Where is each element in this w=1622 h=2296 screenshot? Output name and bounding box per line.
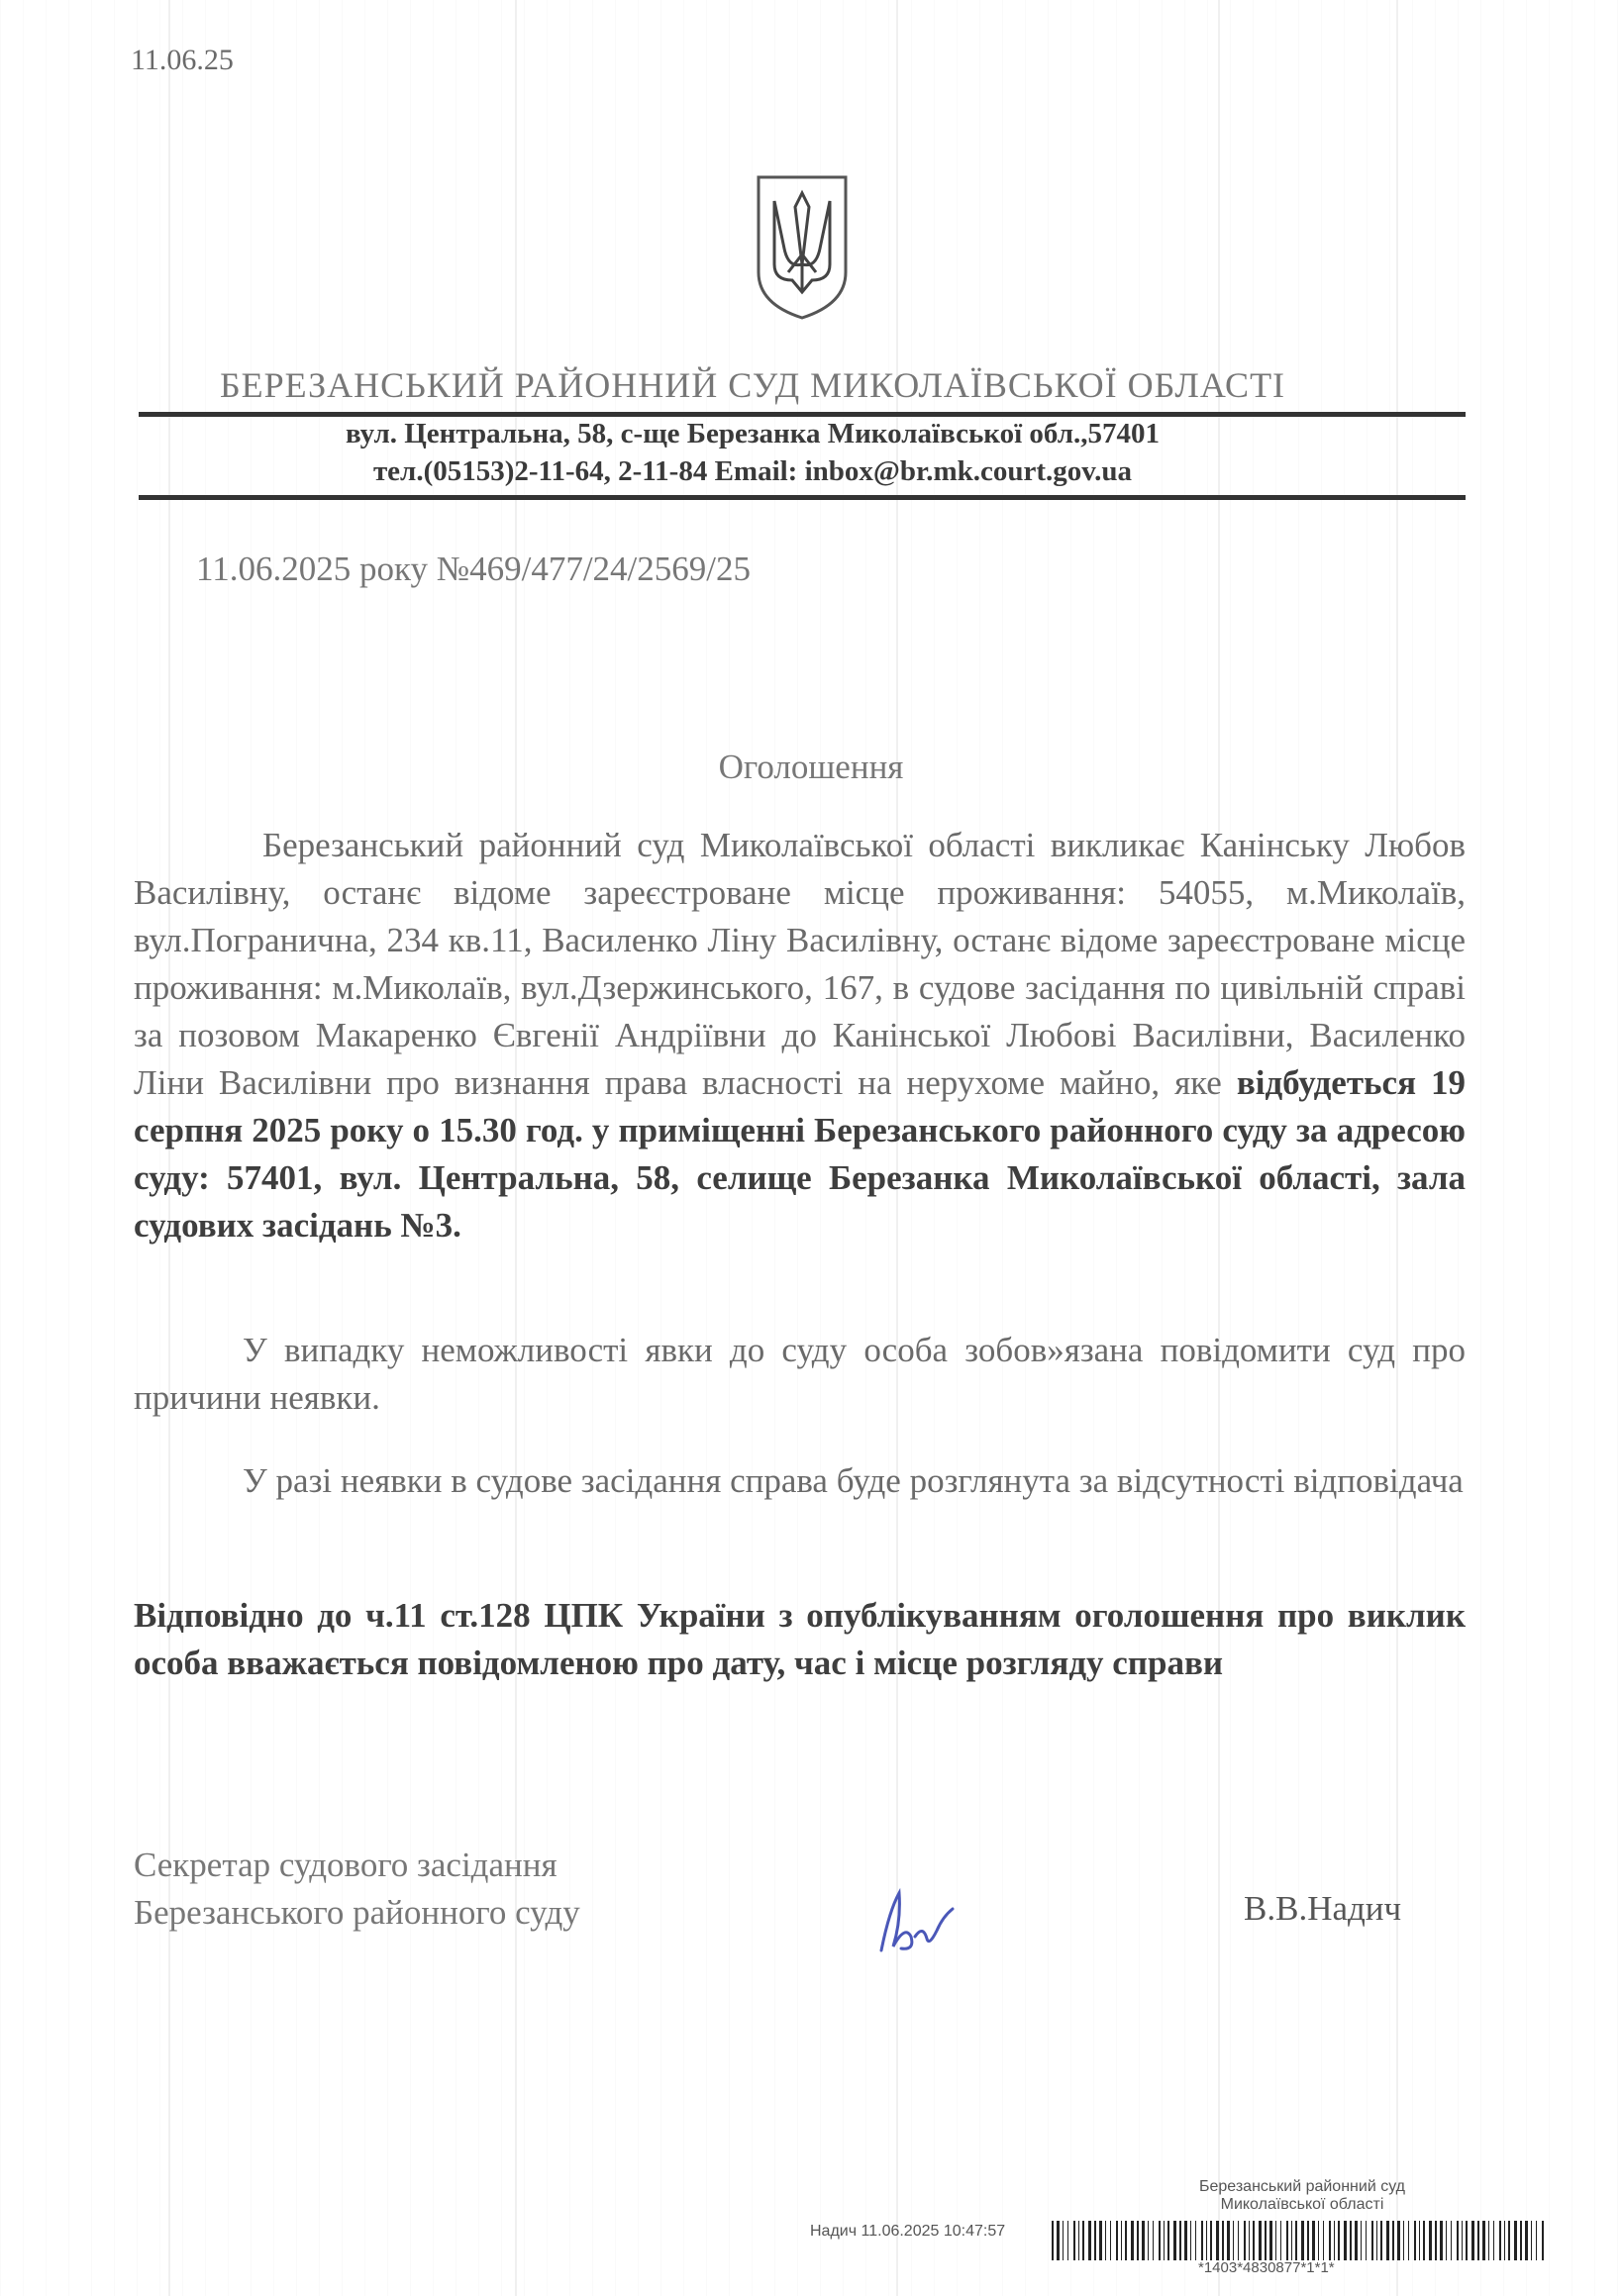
barcode-bar [1110,2221,1111,2260]
barcode-bar [1493,2221,1494,2260]
barcode-bar [1312,2221,1315,2260]
barcode-bar [1350,2221,1352,2260]
barcode-bar [1329,2221,1331,2260]
barcode-bar [1295,2221,1297,2260]
barcode-bar [1508,2221,1510,2260]
barcode-bar [1216,2221,1219,2260]
barcode-bar [1291,2221,1292,2260]
barcode-bar [1201,2221,1203,2260]
barcode-bar [1423,2221,1425,2260]
barcode-bar [1531,2221,1532,2260]
signer-name: В.В.Надич [1244,1889,1402,1928]
secretary-title: Секретар судового засідання [134,1846,558,1884]
barcode-bar [1233,2221,1234,2260]
barcode-bar [1520,2221,1522,2260]
barcode-bar [1286,2221,1288,2260]
barcode-bar [1167,2221,1169,2260]
barcode-bar [1164,2221,1165,2260]
barcode-bar [1088,2221,1091,2260]
barcode-bar [1148,2221,1149,2260]
barcode-bar [1344,2221,1347,2260]
barcode-bar [1462,2221,1463,2260]
barcode-bar [1435,2221,1437,2260]
absence-notice-paragraph: У випадку неможливості явки до суду особа зобов»язана повідомити суд про причини неявки. [134,1331,1466,1417]
document-title: Оголошення [718,748,904,786]
barcode-bar [1131,2221,1134,2260]
barcode-bar [1195,2221,1196,2260]
barcode-bar [1504,2221,1505,2260]
barcode-bar [1153,2221,1154,2260]
stamp-court-line2: Миколаївської області [1220,2196,1384,2213]
barcode-bar [1386,2221,1389,2260]
barcode-bar [1536,2221,1537,2260]
secretary-court: Березанського районного суду [134,1893,580,1932]
barcode-bar [1451,2221,1452,2260]
barcode-bar [1244,2221,1246,2260]
barcode-bar [1419,2221,1420,2260]
barcode-bar [1338,2221,1340,2260]
barcode-bar [1499,2221,1501,2260]
barcode-bar [1173,2221,1176,2260]
court-address: вул. Центральна, 58, с-ще Березанка Миколаївської обл.,57401 [346,418,1160,449]
legal-basis-paragraph: Відповідно до ч.11 ст.128 ЦПК України з опублікуванням оголошення про виклик особа вважається повідомленою про дату, час і місце розгляду справи [134,1596,1466,1682]
barcode-bar [1057,2221,1060,2260]
barcode-bar [1190,2221,1191,2260]
default-hearing-paragraph: У разі неявки в судове засідання справа буде розглянута за відсутності відповідача [243,1461,1464,1500]
barcode-bar [1318,2221,1319,2260]
header-rule-bottom [139,495,1466,500]
barcode-bar [1121,2221,1122,2260]
barcode-bar [1249,2221,1250,2260]
barcode-bar [1222,2221,1224,2260]
barcode-bar [1477,2221,1479,2260]
electronic-stamp-court [1168,2178,1436,2214]
barcode-bar [1366,2221,1367,2260]
document-reference: 11.06.2025 року №469/477/24/2569/25 [196,549,751,588]
barcode-bar [1376,2221,1377,2260]
barcode-bar [1446,2221,1447,2260]
barcode-bar [1371,2221,1373,2260]
hearing-details: відбудеться 19 серпня 2025 року о 15.30 год. у приміщенні Березанського районного суду за адресою суду: 57401, вул. Центральна, 58, селище Березанка Миколаївської області, зала судових засідань №3. [134,1063,1466,1245]
barcode-bar [1206,2221,1207,2260]
barcode-bar [1542,2221,1544,2260]
barcode-bar [1253,2221,1255,2260]
barcode-bar [1227,2221,1230,2260]
barcode-bar [1275,2221,1276,2260]
barcode-bar [1323,2221,1324,2260]
barcode-bar [1259,2221,1262,2260]
barcode-bar [1063,2221,1064,2260]
barcode-bar [1392,2221,1394,2260]
barcode-bar [1105,2221,1106,2260]
barcode-number: *1403*4830877*1*1* [1198,2259,1335,2276]
barcode-bar [1067,2221,1068,2260]
barcode-bar [1525,2221,1528,2260]
barcode-bar [1334,2221,1335,2260]
barcode-bar [1301,2221,1304,2260]
announcement-paragraph [134,822,1466,1249]
handwritten-signature [871,1881,961,1960]
barcode-bar [1184,2221,1187,2260]
stamp-court-line1: Березанський районний суд [1199,2178,1405,2195]
barcode-bar [1099,2221,1102,2260]
barcode-bar [1414,2221,1416,2260]
barcode-bar [1440,2221,1443,2260]
barcode-bar [1073,2221,1075,2260]
barcode-bar [1482,2221,1485,2260]
stamp-signed-timestamp: Надич 11.06.2025 10:47:57 [810,2223,1006,2240]
barcode-bar [1361,2221,1362,2260]
barcode-bar [1380,2221,1382,2260]
barcode-bar [1052,2221,1054,2260]
document-barcode [1052,2221,1547,2260]
court-name: БЕРЕЗАНСЬКИЙ РАЙОННИЙ СУД МИКОЛАЇВСЬКОЇ ОБЛАСТІ [219,365,1286,405]
barcode-bar [1094,2221,1096,2260]
barcode-bar [1125,2221,1127,2260]
announcement-text: Березанський районний суд Миколаївської області викликає Канінську Любов Василівну, останє відоме зареєстроване місце проживання: 54055, м.Миколаїв, вул.Погранична, 234 кв.11, Василенко Ліну Василівну, останє відоме зареєстроване місце проживання: м.Миколаїв, вул.Дзержинського, 167, в судове засідання по цивільній справі за позовом Макаренко Євгенії Андріївни до Канінської Любові Василівни, Василенко Ліни Василівни про визнання права власності на нерухоме майно, яке [134,826,1466,1102]
barcode-bar [1471,2221,1474,2260]
barcode-bar [1179,2221,1181,2260]
barcode-bar [1116,2221,1118,2260]
barcode-bar [1078,2221,1079,2260]
barcode-bar [1142,2221,1145,2260]
barcode-bar [1265,2221,1267,2260]
barcode-bar [1355,2221,1358,2260]
barcode-bar [1397,2221,1400,2260]
barcode-bar [1466,2221,1468,2260]
barcode-bar [1307,2221,1309,2260]
signature-block [134,1842,580,1937]
header-rule-top [139,412,1466,417]
barcode-bar [1457,2221,1459,2260]
barcode-bar [1429,2221,1432,2260]
barcode-bar [1408,2221,1409,2260]
barcode-bar [1137,2221,1139,2260]
corner-date: 11.06.25 [131,44,234,76]
barcode-bar [1159,2221,1161,2260]
barcode-bar [1082,2221,1084,2260]
barcode-bar [1280,2221,1281,2260]
barcode-bar [1488,2221,1489,2260]
trident-coat-of-arms-icon [753,173,852,322]
barcode-bar [1238,2221,1239,2260]
barcode-bar [1210,2221,1212,2260]
barcode-bar [1403,2221,1404,2260]
barcode-bar [1514,2221,1517,2260]
court-contacts: тел.(05153)2-11-64, 2-11-84 Email: inbox@br.mk.court.gov.ua [372,455,1133,487]
barcode-bar [1269,2221,1272,2260]
